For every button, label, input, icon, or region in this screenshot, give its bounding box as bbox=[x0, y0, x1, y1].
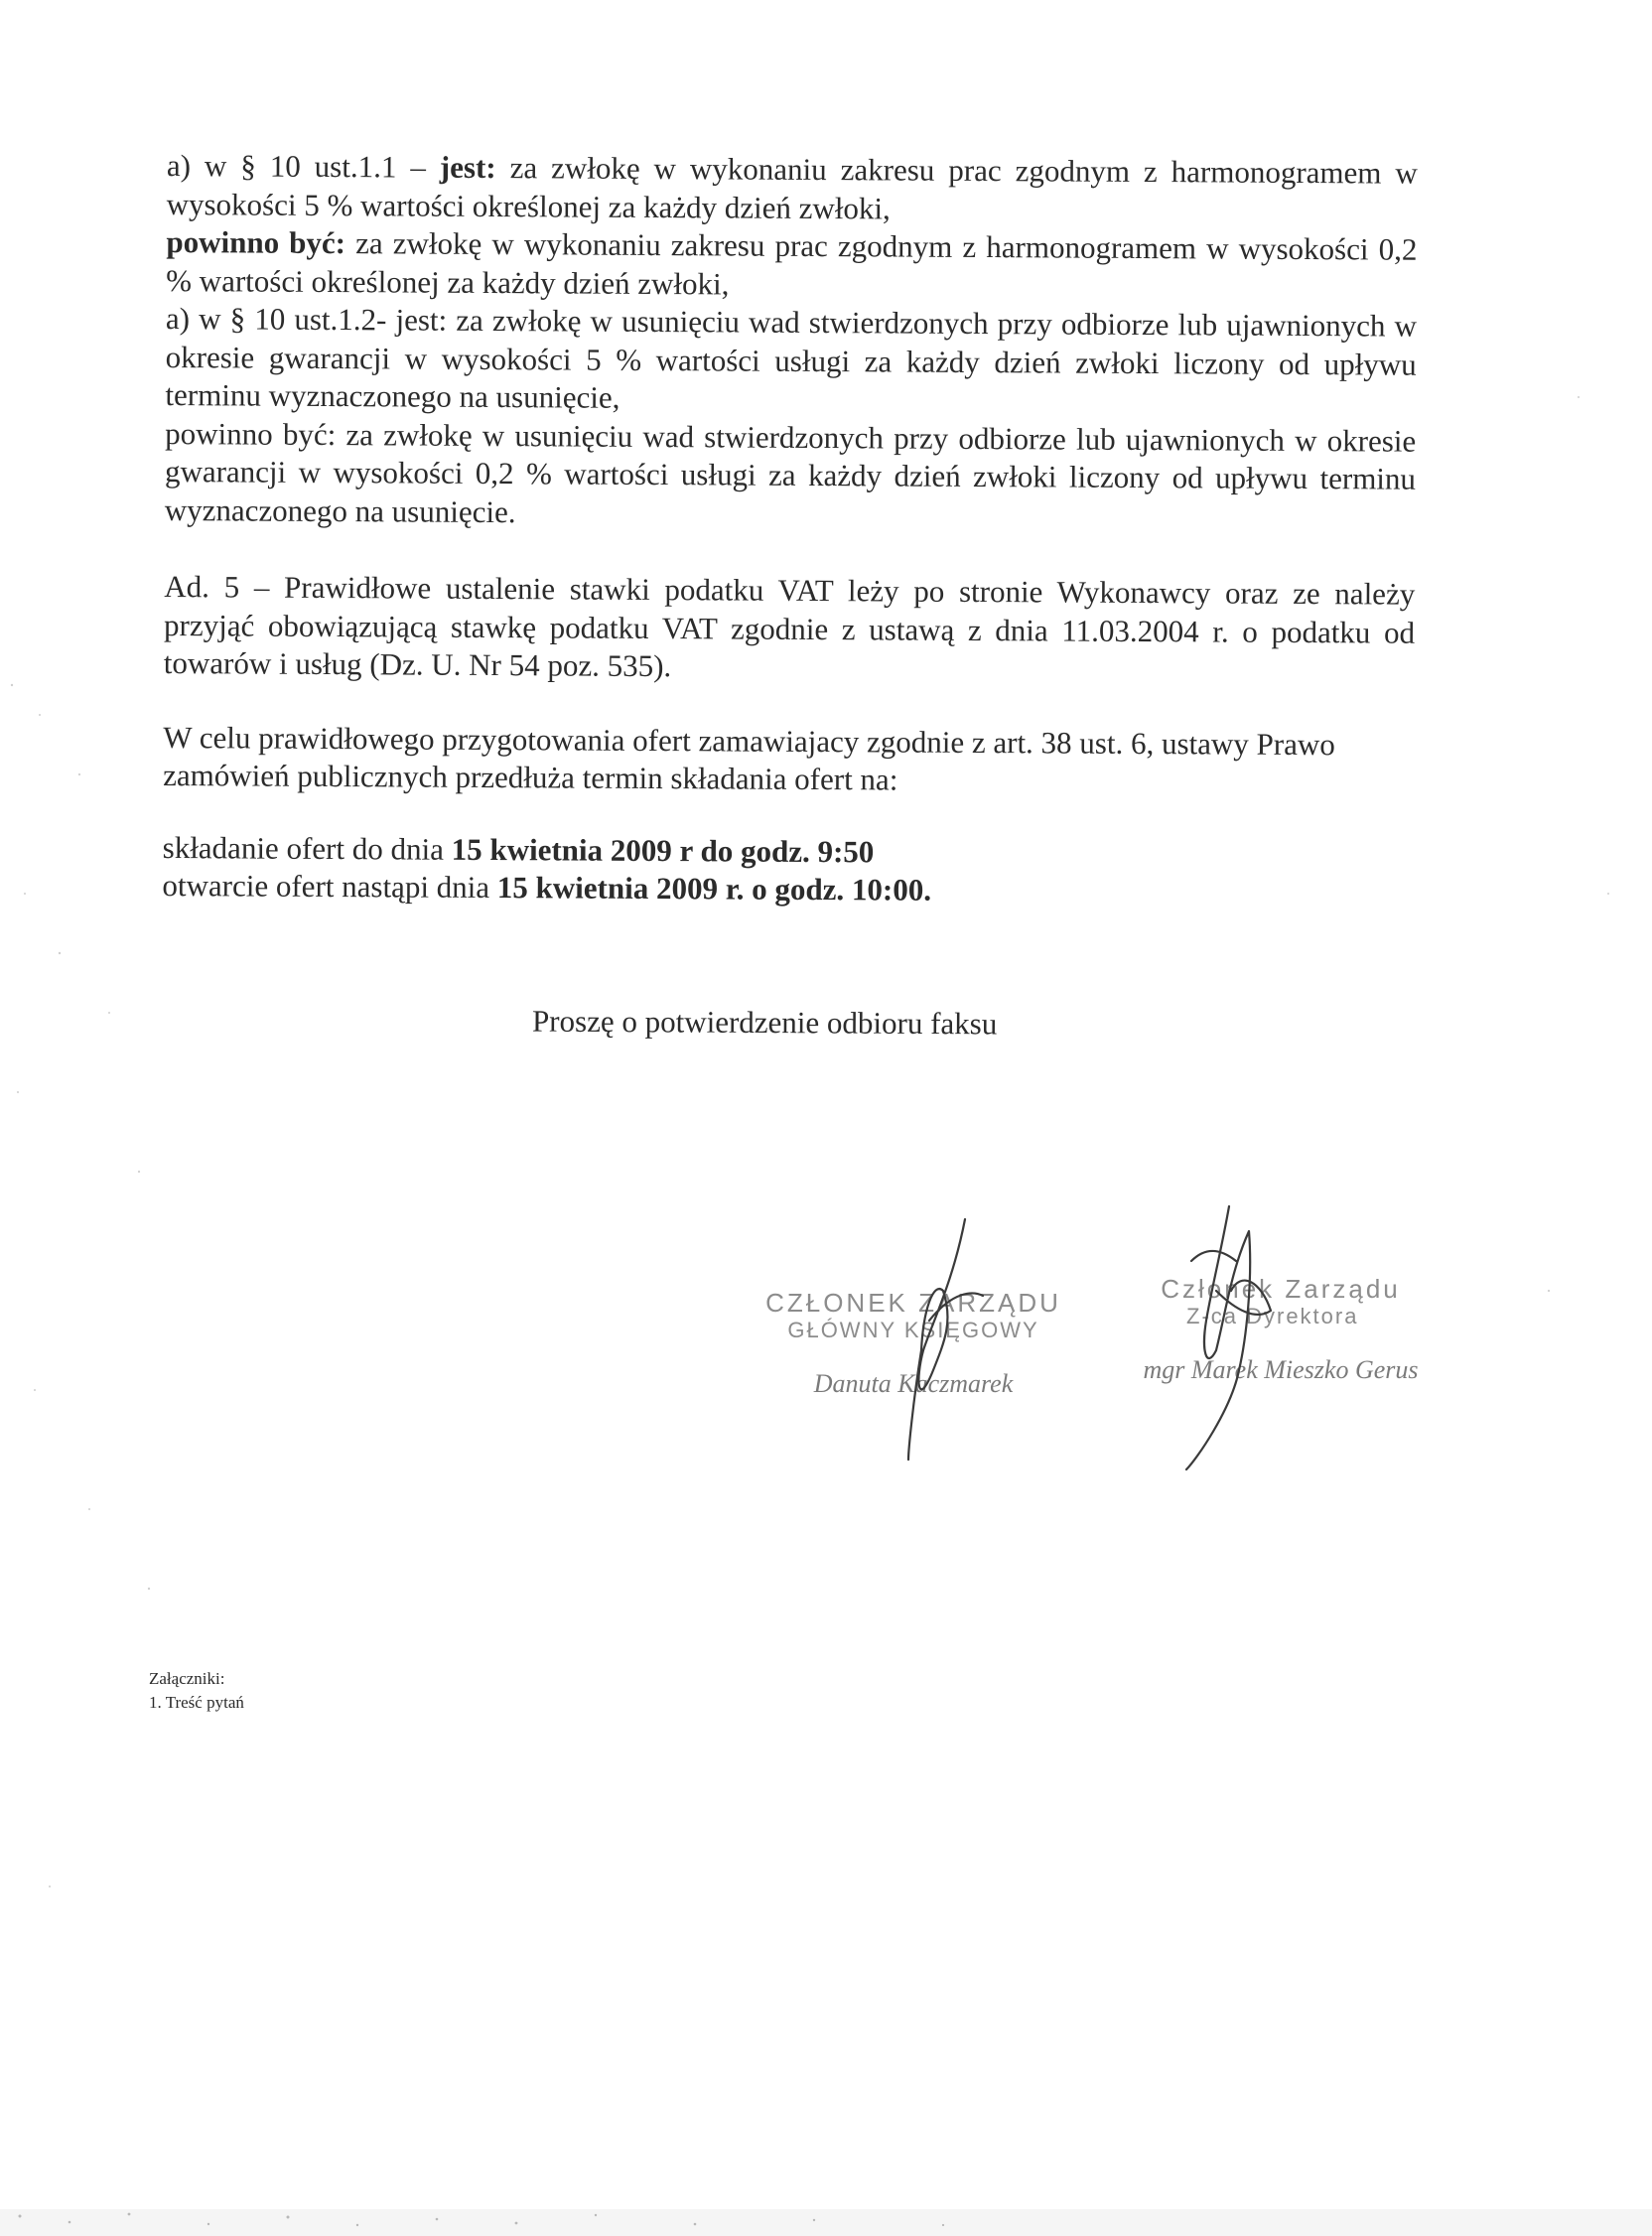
penalty-clause-10-1-1-corrected bbox=[166, 223, 1417, 308]
stamp-chief-accountant bbox=[764, 1288, 1062, 1399]
stamp-role: Członek Zarządu bbox=[1161, 1274, 1401, 1304]
letter-body bbox=[162, 147, 1418, 912]
clause-text: za zwłokę w wykonaniu zakresu prac zgodnym z harmonogramem w wysokości 5 % wartości określonej za każdy dzień zwłoki, bbox=[166, 150, 1418, 225]
penalty-clause-10-1-1 bbox=[167, 147, 1418, 231]
submission-date: 15 kwietnia 2009 r do godz. 9:50 bbox=[451, 831, 875, 869]
clause-prefix: a) w § 10 ust.1.1 – bbox=[166, 147, 440, 185]
stamp-deputy-director bbox=[1117, 1274, 1445, 1385]
clause-text: za zwłokę w wykonaniu zakresu prac zgodnym z harmonogramem w wysokości 0,2 % wartości określonej za każdy dzień zwłoki, bbox=[166, 225, 1418, 301]
deadline-extension-paragraph: W celu prawidłowego przygotowania ofert zamawiajacy zgodnie z art. 38 ust. 6, ustawy Prawo zamówień publicznych przedłuża termin składania ofert na: bbox=[163, 719, 1335, 797]
attachments-list bbox=[149, 1667, 244, 1715]
attachment-item: 1. Treść pytań bbox=[149, 1693, 244, 1712]
vat-paragraph: Ad. 5 – Prawidłowe ustalenie stawki podatku VAT leży po stronie Wykonawcy oraz ze należy przyjąć obowiązującą stawkę podatku VAT zgodnie z ustawą z dnia 11.03.2004 r. o podatku od towarów i usług (Dz. U. Nr 54 poz. 535). bbox=[163, 568, 1416, 684]
penalty-clause-10-1-2-corrected: powinno być: za zwłokę w usunięciu wad stwierdzonych przy odbiorze lub ujawnionych w okresie gwarancji w wysokości 0,2 % wartości usługi za każdy dzień zwłoki liczony od upływu terminu wyznaczonego na usunięcie. bbox=[164, 415, 1417, 529]
stamp-name: mgr Marek Mieszko Gerus bbox=[1143, 1355, 1419, 1384]
penalty-clause-10-1-2: a) w § 10 ust.1.2- jest: za zwłokę w usunięciu wad stwierdzonych przy odbiorze lub ujawnionych w okresie gwarancji w wysokości 5 % wartości usługi za każdy dzień zwłoki liczony od upływu terminu wyznaczonego na usunięcie, bbox=[165, 300, 1418, 415]
stamp-role: CZŁONEK ZARZĄDU bbox=[765, 1288, 1061, 1318]
stamp-subrole: Z-ca Dyrektora bbox=[1186, 1304, 1359, 1328]
label-jest: jest: bbox=[439, 149, 496, 186]
fax-confirmation-request: Proszę o potwierdzenie odbioru faksu bbox=[531, 1003, 998, 1042]
opening-date: 15 kwietnia 2009 r. o godz. 10:00. bbox=[496, 870, 932, 908]
label-powinno-byc: powinno być: bbox=[166, 223, 346, 261]
submission-deadline: składanie ofert do dnia 15 kwietnia 2009 r do godz. 9:50 bbox=[162, 829, 875, 869]
stamp-name: Danuta Kaczmarek bbox=[813, 1369, 1014, 1398]
attachments-title: Załączniki: bbox=[149, 1669, 225, 1688]
opening-deadline: otwarcie ofert nastąpi dnia 15 kwietnia 2009 r. o godz. 10:00. bbox=[162, 867, 932, 908]
stamp-subrole: GŁÓWNY KSIĘGOWY bbox=[787, 1318, 1039, 1342]
